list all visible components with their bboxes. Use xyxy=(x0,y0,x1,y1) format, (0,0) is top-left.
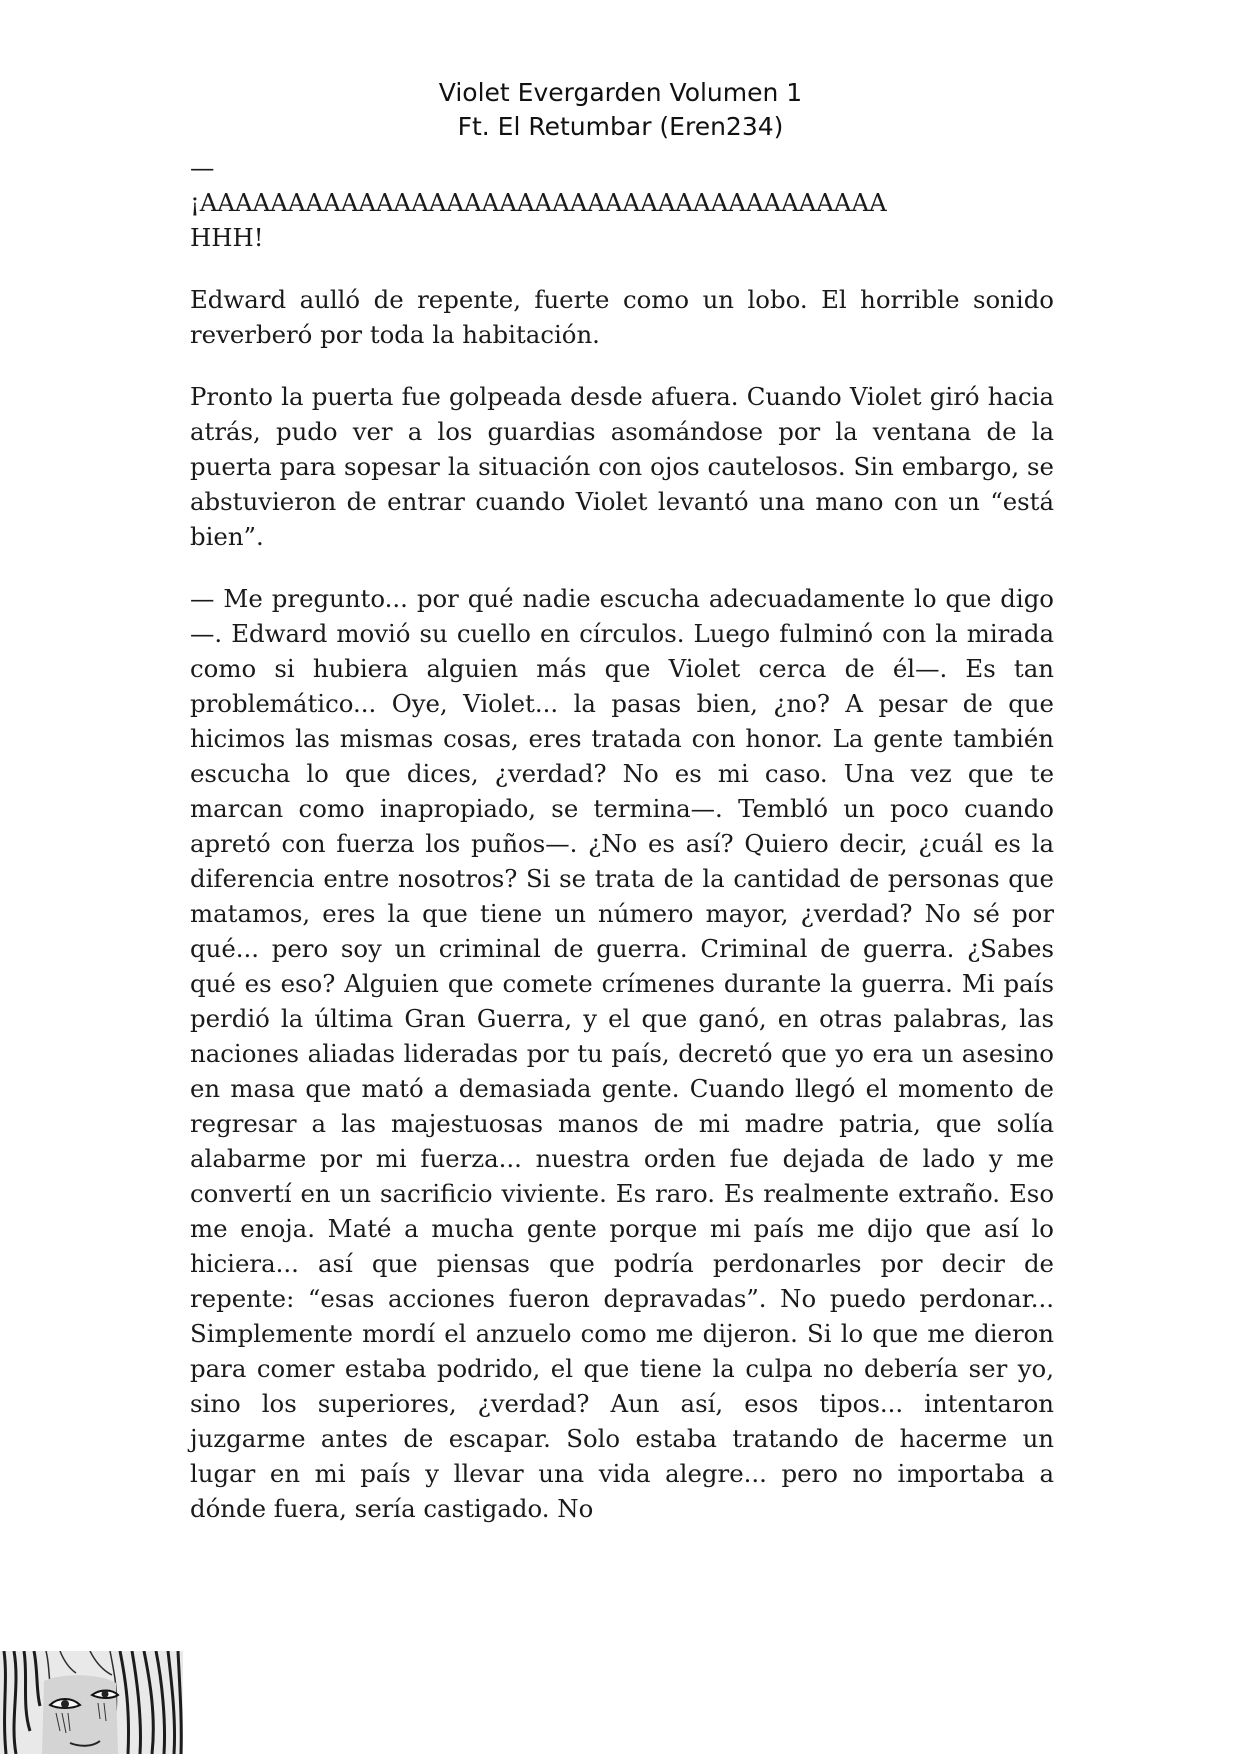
eren-portrait-icon xyxy=(0,1651,183,1754)
document-title: Violet Evergarden Volumen 1 xyxy=(438,78,803,107)
paragraph: Edward aulló de repente, fuerte como un lobo. El horrible sonido reverberó por toda la habitación. xyxy=(190,285,1054,349)
scream-line: ¡AAAAAAAAAAAAAAAAAAAAAAAAAAAAAAAAAAAAAAA xyxy=(190,188,887,217)
paragraph: Pronto la puerta fue golpeada desde afuera. Cuando Violet giró hacia atrás, pudo ver a los guardias asomándose por la ventana de la puerta para sopesar la situación con ojos cautelosos. Sin embargo, se abstuvieron de entrar cuando Violet levantó una mano con un “está bien”. xyxy=(190,382,1054,551)
paragraph: — Me pregunto... por qué nadie escucha adecuadamente lo que digo—. Edward movió su cuello en círculos. Luego fulminó con la mirada como si hubiera alguien más que Violet cerca de él—. Es tan problemático... Oye, Violet... la pasas bien, ¿no? A pesar de que hicimos las mismas cosas, eres tratada con honor. La gente también escucha lo que dices, ¿verdad? No es mi caso. Una vez que te marcan como inapropiado, se termina—. Tembló un poco cuando apretó con fuerza los puños—. ¿No es así? Quiero decir, ¿cuál es la diferencia entre nosotros? Si se trata de la cantidad de personas que matamos, eres la que tiene un número mayor, ¿verdad? No sé por qué... pero soy un criminal de guerra. Criminal de guerra. ¿Sabes qué es eso? Alguien que comete crímenes durante la guerra. Mi país perdió la última Gran Guerra, y el que ganó, en otras palabras, las naciones aliadas lideradas por tu país, decretó que yo era un asesino en masa que mató a demasiada gente. Cuando llegó el momento de regresar a las majestuosas manos de mi madre patria, que solía alabarme por mi fuerza... nuestra orden fue dejada de lado y me convertí en un sacrificio viviente. Es raro. Es realmente extraño. Eso me enoja. Maté a mucha gente porque mi país me dijo que así lo hiciera... así que piensas que podría perdonarles por decir de repente: “esas acciones fueron depravadas”. No puedo perdonar... Simplemente mordí el anzuelo como me dijeron. Si lo que me dieron para comer estaba podrido, el que tiene la culpa no debería ser yo, sino los superiores, ¿verdad? Aun así, esos tipos... intentaron juzgarme antes de escapar. Solo estaba tratando de hacerme un lugar en mi país y llevar una vida alegre... pero no importaba a dónde fuera, sería castigado. No xyxy=(190,584,1054,1523)
body-text xyxy=(190,150,1054,1526)
translator-credit: Ft. El Retumbar (Eren234) xyxy=(457,112,784,141)
dialogue-dash: — xyxy=(190,153,215,182)
scream-line-end: HHH! xyxy=(190,223,264,252)
page-header xyxy=(0,76,1241,144)
